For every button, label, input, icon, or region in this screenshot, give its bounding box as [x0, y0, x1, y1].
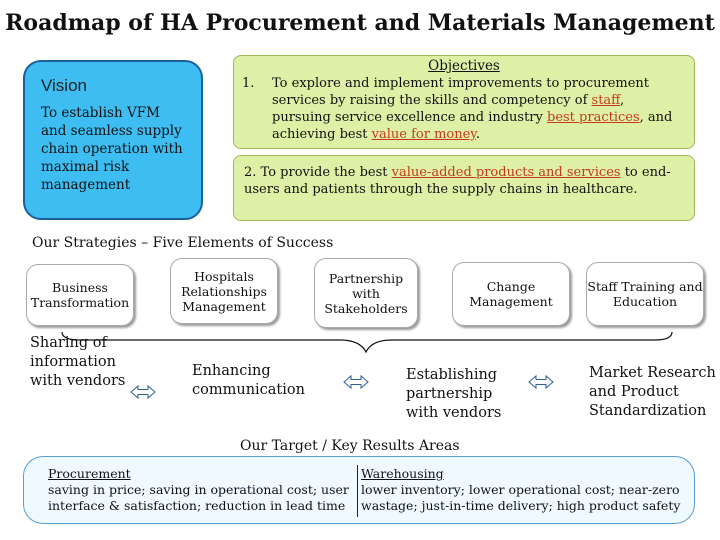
warehousing-heading: Warehousing	[361, 466, 444, 481]
curly-brace	[62, 332, 672, 352]
strategy-partnership: Partnership with Stakeholders	[314, 258, 418, 328]
strategy-change-management: Change Management	[452, 262, 570, 326]
vision-text: To establish VFM and seamless supply chain operation with maximal risk management	[41, 105, 183, 193]
outcome-market-research: Market Research and Product Standardization	[589, 365, 716, 419]
double-arrow-1	[131, 386, 155, 398]
double-arrow-3	[529, 376, 553, 388]
strategy-business-transformation: Business Transformation	[26, 264, 134, 326]
outcome-sharing-information: Sharing of information with vendors	[30, 335, 126, 389]
strategies-heading: Our Strategies – Five Elements of Success	[32, 235, 334, 251]
keyword-value-added: value-added products and services	[391, 165, 621, 180]
objectives-heading: Objectives	[428, 58, 500, 74]
vision-title: Vision	[41, 76, 87, 95]
procurement-heading: Procurement	[48, 466, 131, 481]
keyword-best-practices: best practices	[547, 110, 640, 125]
strategy-staff-training: Staff Training and Education	[586, 262, 704, 326]
procurement-text: saving in price; saving in operational cost; user interface & satisfaction; reduction in lead time	[48, 482, 349, 513]
objective-2-text: 2. To provide the best value-added products and services to end-users and patients through the supply chains in healthcare.	[244, 165, 671, 197]
page-title: Roadmap of HA Procurement and Materials Management	[5, 10, 715, 36]
target-heading: Our Target / Key Results Areas	[240, 438, 460, 454]
double-arrow-2	[344, 376, 368, 388]
strategy-hospitals-relationships: Hospitals Relationships Management	[170, 258, 278, 324]
objective-1-text: To explore and implement improvements to procurement services by raising the skills and competency of staff, pursuing service excellence and industry best practices, and achieving best value for money.	[272, 76, 673, 142]
target-box	[23, 456, 695, 524]
objective-1-number: 1.	[242, 76, 255, 91]
target-warehousing	[361, 466, 691, 514]
target-procurement	[48, 466, 353, 514]
outcome-enhancing-communication: Enhancing communication	[192, 363, 305, 398]
outcome-establishing-partnership: Establishing partnership with vendors	[406, 367, 502, 421]
target-divider	[357, 465, 358, 517]
keyword-value-for-money: value for money	[371, 127, 476, 142]
warehousing-text: lower inventory; lower operational cost; near-zero wastage; just-in-time delivery; high product safety	[361, 482, 681, 513]
keyword-staff: staff	[591, 93, 620, 108]
